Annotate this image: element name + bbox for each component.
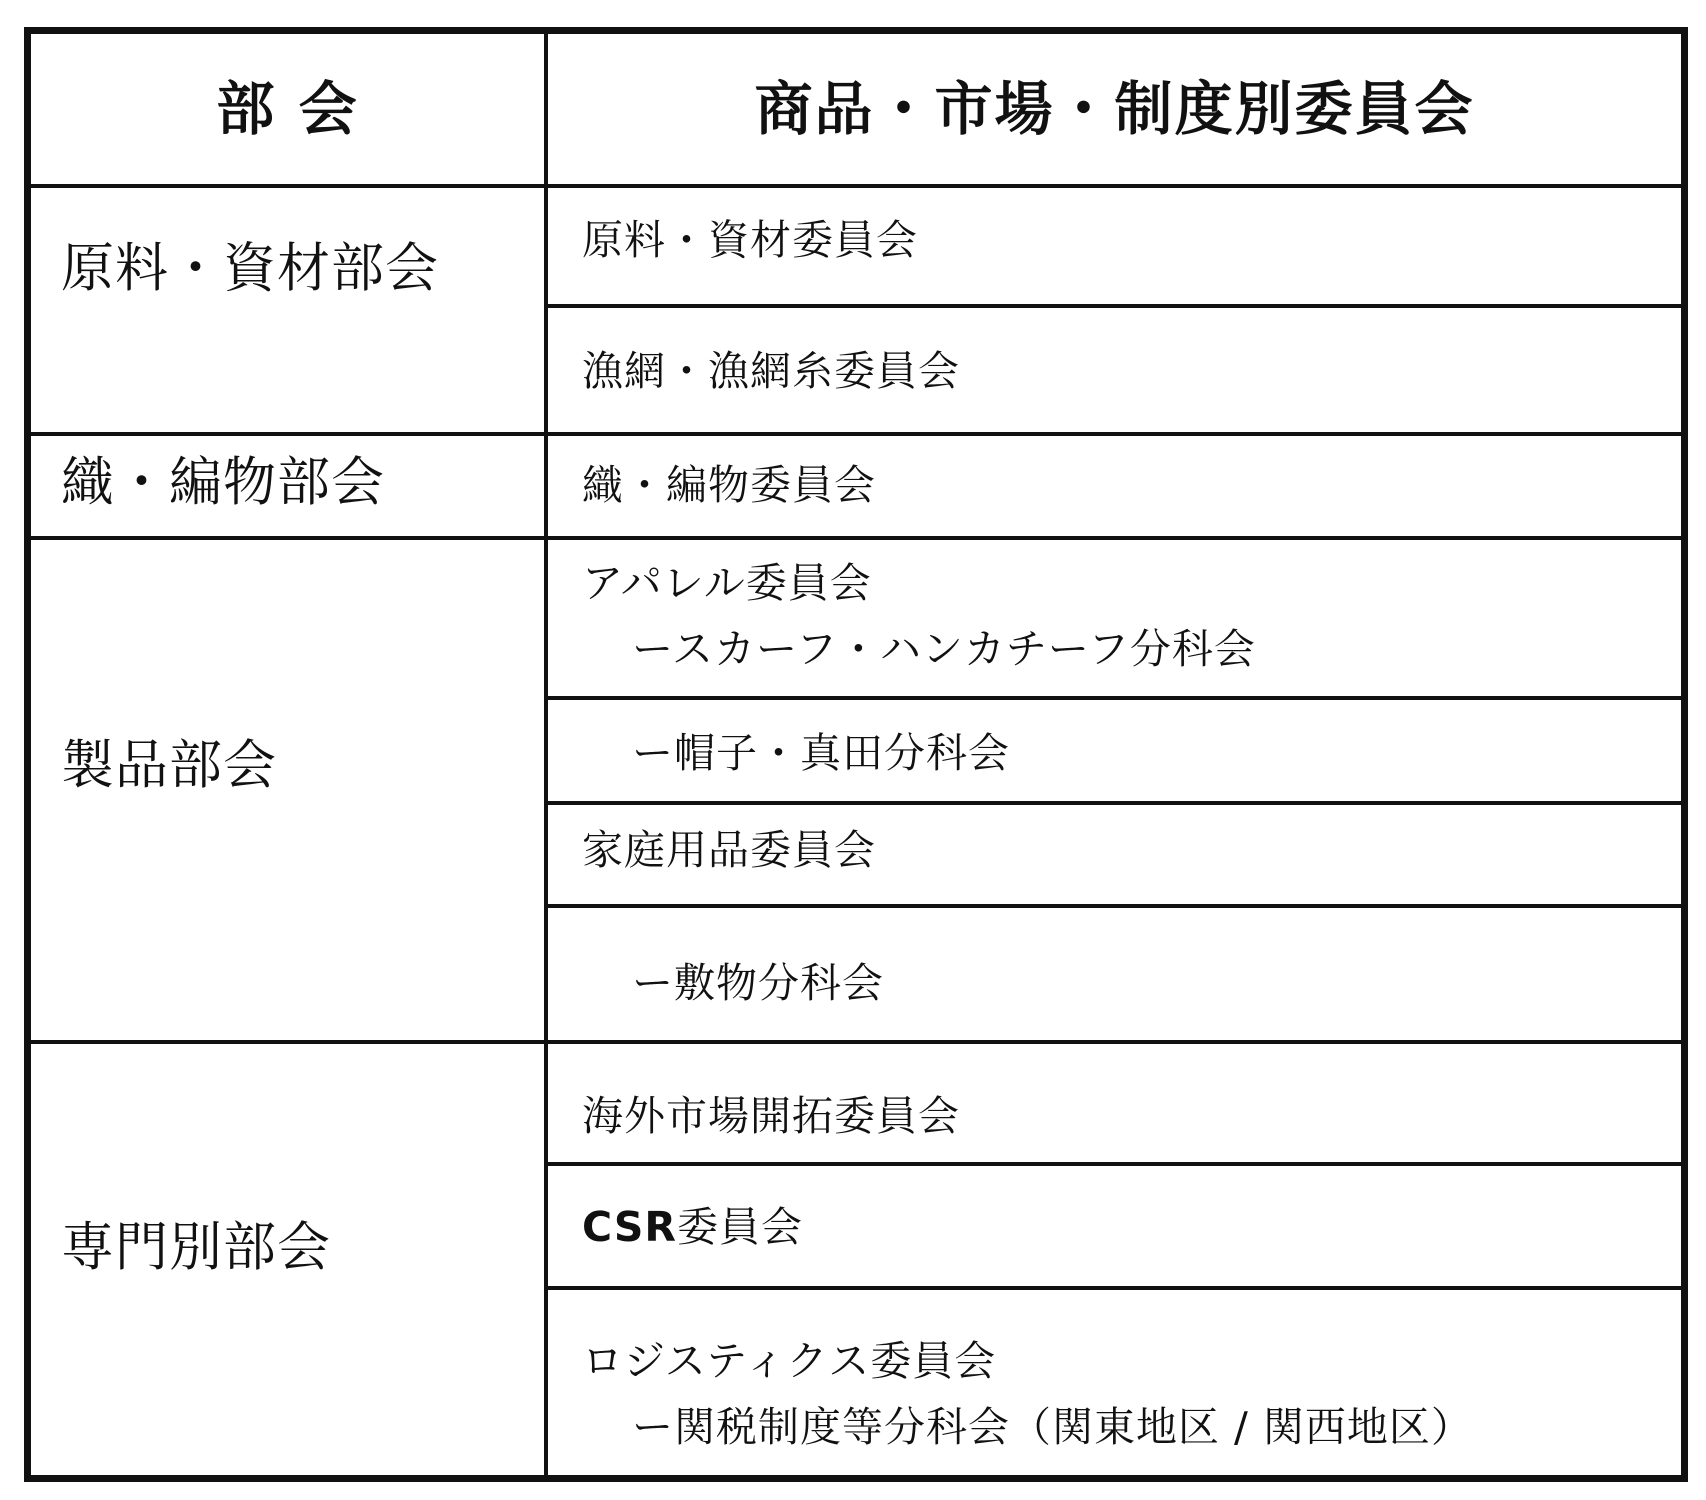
subcommittee-item: ー帽子・真田分科会: [632, 729, 1010, 777]
row-separator: [31, 1040, 1681, 1044]
row-separator: [31, 536, 1681, 540]
committee-csr: [582, 1194, 803, 1260]
department-materials: 原料・資材部会: [61, 238, 439, 299]
department-specialized: 専門別部会: [61, 1217, 331, 1278]
sub-row-separator: [548, 904, 1681, 908]
committee-table: [24, 27, 1688, 1482]
sub-row-separator: [548, 801, 1681, 805]
header-department: 部 会: [216, 75, 359, 143]
committee-item: 原料・資材委員会: [582, 216, 918, 264]
column-divider: [544, 34, 548, 1475]
sub-row-separator: [548, 696, 1681, 700]
sub-row-separator: [548, 304, 1681, 308]
header-committee: 商品・市場・制度別委員会: [754, 75, 1475, 143]
row-separator: [31, 432, 1681, 436]
committee-item: 家庭用品委員会: [582, 826, 876, 874]
committee-item: 織・編物委員会: [582, 461, 876, 509]
subcommittee-item: ースカーフ・ハンカチーフ分科会: [632, 625, 1256, 673]
subcommittee-item: ー敷物分科会: [632, 959, 884, 1007]
sub-row-separator: [548, 1162, 1681, 1166]
header-separator: [31, 184, 1681, 188]
department-textiles: 織・編物部会: [61, 452, 385, 513]
committee-item: アパレル委員会: [582, 559, 872, 607]
committee-apparel-block: [582, 550, 1256, 682]
committee-csr-label: CSR: [582, 1203, 677, 1251]
department-products: 製品部会: [61, 735, 277, 796]
sub-row-separator: [548, 1286, 1681, 1290]
committee-item: 漁網・漁網糸委員会: [582, 347, 960, 395]
committee-item: ロジスティクス委員会: [582, 1337, 997, 1385]
committee-logistics-block: [582, 1328, 1473, 1460]
committee-item: 海外市場開拓委員会: [582, 1092, 960, 1140]
committee-csr-suffix: 委員会: [676, 1203, 803, 1251]
subcommittee-item: ー関税制度等分科会（関東地区 / 関西地区）: [632, 1403, 1473, 1451]
